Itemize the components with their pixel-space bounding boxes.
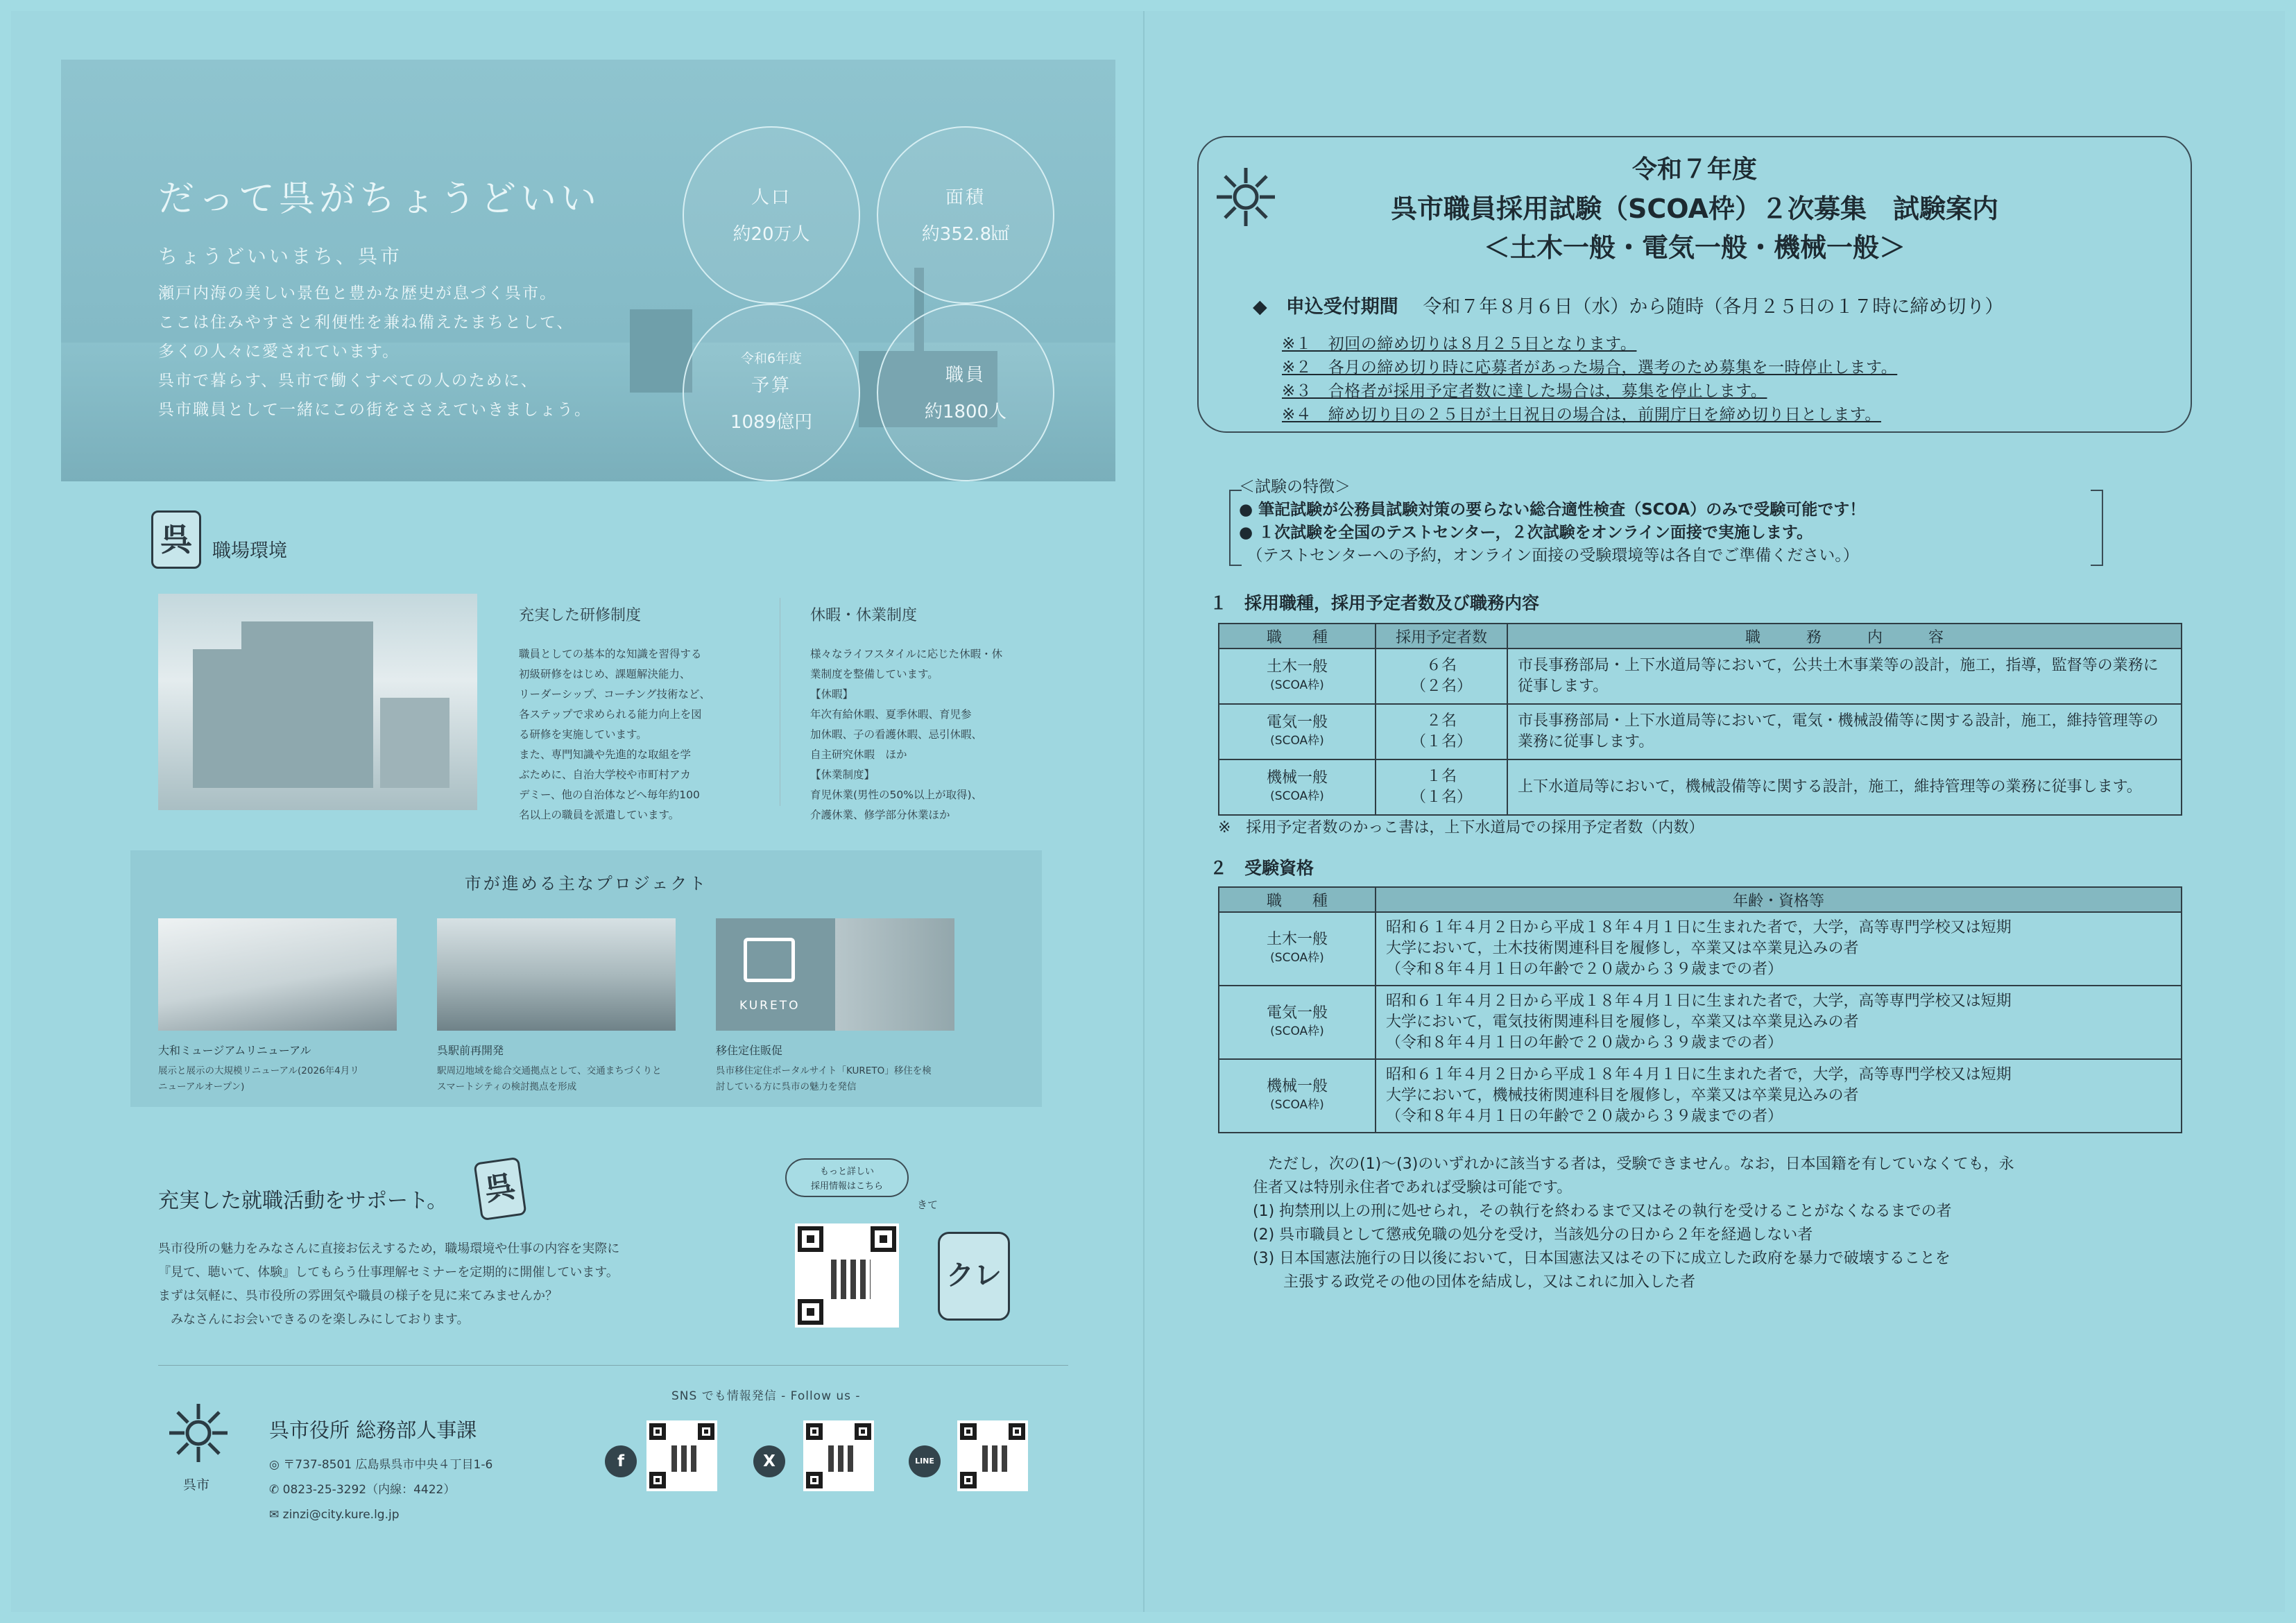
hero-subhead: ちょうどいいまち、呉市 [158, 245, 403, 268]
note-item: ※４ 締め切り日の２５日が土日祝日の場合は，前開庁日を締め切り日とします。 [1282, 406, 1881, 424]
stat-value: 約20万人 [733, 224, 810, 245]
footer-divider [158, 1365, 1068, 1366]
table-header: 年齢・資格等 [1376, 887, 2182, 912]
job-type: 土木一般 [1266, 931, 1328, 948]
feature-item: （テストセンターへの予約，オンライン面接の受験環境等は各自でご準備ください。） [1239, 547, 1859, 565]
table-header: 職 務 内 容 [1507, 624, 2182, 649]
leave-line: 自主研究休暇 ほか [810, 748, 907, 761]
job-type-cell [1219, 704, 1376, 759]
x-qr-code[interactable] [803, 1420, 874, 1491]
support-body [158, 1237, 748, 1332]
mascot-icon: 呉 [473, 1157, 526, 1221]
count-sub: （２名） [1410, 678, 1472, 695]
phone-icon: ✆ [269, 1483, 283, 1497]
exam-title: 呉市職員採用試験（SCOA枠）２次募集 試験案内 [1391, 194, 1998, 224]
contact-info [269, 1452, 492, 1527]
section1-title: １ 採用職種，採用予定者数及び職務内容 [1210, 593, 1540, 613]
training-line: デミー、他の自治体などへ毎年約100 [519, 789, 700, 801]
application-notes [1282, 333, 1897, 427]
table-header: 職 種 [1219, 624, 1376, 649]
table-row [1219, 649, 2182, 704]
application-label: ◆ 申込受付期間 [1253, 296, 1398, 318]
stat-area [877, 126, 1054, 304]
qr-caption-bubble [785, 1158, 909, 1197]
stat-badge: 令和6年度 [740, 351, 803, 366]
email [269, 1502, 492, 1527]
phone-text: 0823-25-3292（内線：4422） [282, 1483, 456, 1497]
count-cell [1376, 649, 1507, 704]
qr-caption: もっと詳しい [819, 1167, 874, 1177]
qualification-line: 大学において，機械技術関連科目を履修し，卒業又は卒業見込みの者 [1386, 1087, 1859, 1104]
count-sub: （１名） [1410, 789, 1472, 806]
kureto-logo-text: KURETO [739, 999, 800, 1013]
table-row [1219, 986, 2182, 1059]
leave-line: 【休業制度】 [810, 768, 875, 781]
job-frame: (SCOA枠) [1270, 1098, 1324, 1112]
mail-icon: ✉ [269, 1508, 283, 1522]
job-frame: (SCOA枠) [1270, 734, 1324, 748]
hero-intro-line: 瀬戸内海の美しい景色と豊かな歴史が息づく呉市。 [158, 284, 557, 302]
job-type: 電気一般 [1266, 714, 1328, 731]
training-line: また、専門知識や先進的な取組を学 [519, 748, 692, 761]
table-row [1219, 912, 2182, 986]
project-title: 大和ミュージアムリニューアル [158, 1044, 311, 1057]
location-pin-icon: ◎ [269, 1458, 284, 1472]
project-title: 移住定住販促 [716, 1044, 783, 1057]
project-card [716, 918, 954, 1095]
feature-item: ● １次試験を全国のテストセンター，２次試験をオンライン面接で実施します。 [1239, 524, 1813, 542]
leave-column [810, 603, 1060, 825]
project-desc: 討している方に呉市の魅力を発信 [716, 1081, 857, 1092]
support-line: 『見て、聴いて、体験』してもらう仕事理解セミナーを定期的に開催しています。 [158, 1265, 619, 1280]
hero-intro-line: 多くの人々に愛されています。 [158, 343, 400, 361]
support-line: みなさんにお会いできるのを楽しみにしております。 [158, 1312, 470, 1327]
table-header: 職 種 [1219, 887, 1376, 912]
hero-intro [158, 279, 727, 424]
recruit-qr-code[interactable] [795, 1223, 899, 1328]
features-heading: ＜試験の特徴＞ [1239, 478, 1351, 496]
building-shape [193, 649, 373, 788]
qualification-line: （令和８年４月１日の年齢で２０歳から３９歳までの者） [1386, 961, 1783, 978]
city-name: 呉市 [183, 1477, 210, 1493]
condition-line: 住者又は特別永住者であれば受験は可能です。 [1253, 1179, 1573, 1196]
table-header-row [1219, 887, 2182, 912]
building-top-shape [241, 621, 373, 656]
support-line: 呉市役所の魅力をみなさんに直接お伝えするため，職場環境や仕事の内容を実際に [158, 1242, 620, 1256]
condition-line: ただし，次の(1)～(3)のいずれかに該当する者は，受験できません。なお，日本国籍を有していなくても，永 [1253, 1156, 2014, 1173]
project-desc: 呉市移住定住ポータルサイト「KURETO」移住を検 [716, 1065, 932, 1076]
qualification-table [1218, 886, 2182, 1133]
hero-intro-line: 呉市で暮らす、呉市で働くすべての人のために、 [158, 372, 538, 390]
qualification-line: 大学において，電気技術関連科目を履修し，卒業又は卒業見込みの者 [1386, 1013, 1859, 1031]
stat-label: 予算 [751, 375, 791, 396]
leave-line: 育児休業(男性の50%以上が取得)、 [810, 789, 983, 801]
qualification-line: 昭和６１年４月２日から平成１８年４月１日に生まれた者で，大学，高等専門学校又は短期 [1386, 1066, 2012, 1083]
leave-line: 加休暇、子の看護休暇、忌引休暇、 [810, 728, 983, 741]
right-page [1197, 117, 2196, 1365]
stat-label: 面積 [945, 187, 986, 208]
stat-value: 1089億円 [730, 412, 813, 433]
job-frame: (SCOA枠) [1270, 1024, 1324, 1038]
job-type: 機械一般 [1266, 1078, 1328, 1095]
training-line: リーダーシップ、コーチング技術など、 [519, 688, 711, 701]
condition-line: (3) 日本国憲法施行の日以後において，日本国憲法又はその下に成立した政府を暴力で破壊することを [1253, 1250, 1951, 1267]
count: ６名 [1425, 657, 1457, 674]
exam-year: 令和７年度 [1631, 155, 1757, 184]
exam-features [1239, 476, 2099, 567]
condition-line: (1) 拘禁刑以上の刑に処せられ，その執行を終わるまで又はその執行を受けることがなくなるまでの者 [1253, 1203, 1952, 1220]
address [269, 1452, 492, 1477]
left-page [61, 60, 1115, 1562]
kureto-logo-icon [744, 938, 795, 982]
training-column [519, 603, 755, 825]
project-photo-kureto [716, 918, 954, 1031]
projects-heading: 市が進める主なプロジェクト [464, 874, 708, 893]
stat-value: 約1800人 [924, 402, 1007, 422]
training-line: 各ステップで求められる能力向上を図 [519, 708, 702, 721]
job-frame: (SCOA枠) [1270, 678, 1324, 692]
projects-panel [130, 850, 1042, 1107]
project-photo-museum [158, 918, 397, 1031]
facebook-icon[interactable]: f [605, 1445, 637, 1477]
job-frame: (SCOA枠) [1270, 951, 1324, 965]
project-title: 呉駅前再開発 [437, 1044, 504, 1057]
hero-headline: だって呉がちょうどいい [158, 178, 601, 220]
project-desc: スマートシティの検討拠点を形成 [437, 1081, 577, 1092]
hero-banner [61, 60, 1115, 481]
address-text: 〒737-8501 広島県呉市中央４丁目1-6 [283, 1458, 493, 1472]
qualification-line: （令和８年４月１日の年齢で２０歳から３９歳までの者） [1386, 1108, 1783, 1125]
line-icon[interactable]: LINE [909, 1445, 941, 1477]
qualification-line: 昭和６１年４月２日から平成１８年４月１日に生まれた者で，大学，高等専門学校又は短期 [1386, 993, 2012, 1010]
mascot-call: きて [917, 1199, 939, 1211]
job-type-cell [1219, 1059, 1376, 1133]
table-row [1219, 759, 2182, 815]
count-cell [1376, 759, 1507, 815]
exam-header-box [1197, 136, 2192, 433]
condition-line: 主張する政党その他の団体を結成し，又はこれに加入した者 [1253, 1273, 1696, 1291]
x-icon[interactable]: X [753, 1445, 785, 1477]
hero-intro-line: 呉市職員として一緒にこの街をささえていきましょう。 [158, 401, 592, 419]
project-desc: 駅周辺地域を総合交通拠点として、交通まちづくりと [437, 1065, 662, 1076]
support-line: まずは気軽に、呉市役所の雰囲気や職員の様子を見に来てみませんか？ [158, 1289, 558, 1303]
disqualification-conditions [1253, 1153, 2154, 1294]
facebook-qr-code[interactable] [646, 1420, 717, 1491]
table-footnote: ※ 採用予定者数のかっこ書は，上下水道局での採用予定者数（内数） [1218, 819, 1704, 836]
note-item: ※２ 各月の締め切り時に応募者があった場合，選考のため募集を一時停止します。 [1282, 359, 1898, 377]
exam-subtitle: ＜土木一般・電気一般・機械一般＞ [1483, 232, 1905, 263]
duty-cell: 上下水道局等において，機械設備等に関する設計，施工，維持管理等の業務に従事します。 [1507, 759, 2182, 815]
application-period [1253, 291, 2003, 318]
qualification-line: 大学において，土木技術関連科目を履修し，卒業又は卒業見込みの者 [1386, 940, 1859, 957]
kure-mascot-icon: クレ [938, 1232, 1010, 1321]
stat-population [683, 126, 860, 304]
stat-value: 約352.8㎢ [921, 224, 1010, 245]
leave-line: 業制度を整備しています。 [810, 668, 939, 680]
training-line: 初級研修をはじめ、課題解決能力、 [519, 668, 691, 680]
note-item: ※３ 合格者が採用予定者数に達した場合は，募集を停止します。 [1282, 382, 1767, 400]
qr-caption: 採用情報はこちら [810, 1181, 883, 1192]
job-type: 土木一般 [1266, 658, 1328, 676]
workplace-title: 職場環境 [212, 540, 287, 562]
leave-line: 介護休業、修学部分休業ほか [810, 809, 950, 821]
training-line: 名以上の職員を派遣しています。 [519, 809, 680, 821]
training-line: 職員としての基本的な知識を習得する [519, 648, 702, 660]
job-type-cell [1219, 912, 1376, 986]
table-header-row [1219, 624, 2182, 649]
email-text[interactable]: zinzi@city.kure.lg.jp [282, 1508, 400, 1522]
sns-label: SNS でも情報発信 - Follow us - [671, 1389, 861, 1403]
stat-label: 人口 [751, 187, 791, 208]
city-emblem-icon [165, 1400, 232, 1466]
job-type-cell [1219, 649, 1376, 704]
training-line: る研修を実施しています。 [519, 728, 647, 741]
mascot-icon: 呉 [151, 510, 201, 569]
qualification-line: （令和８年４月１日の年齢で２０歳から３９歳までの者） [1386, 1034, 1783, 1051]
job-type-cell [1219, 759, 1376, 815]
qualification-line: 昭和６１年４月２日から平成１８年４月１日に生まれた者で，大学，高等専門学校又は短期 [1386, 919, 2012, 936]
building-wing-shape [380, 698, 449, 788]
duty-cell: 市長事務部局・上下水道局等において，電気・機械設備等に関する設計，施工，維持管理等の業務に従事します。 [1507, 704, 2182, 759]
page-fold [1143, 11, 1145, 1612]
training-heading: 充実した研修制度 [519, 607, 642, 624]
feature-item: ● 筆記試験が公務員試験対策の要らない総合適性検査（SCOA）のみで受験可能です！ [1239, 501, 1866, 519]
qualification-cell [1376, 912, 2182, 986]
job-type: 電気一般 [1266, 1004, 1328, 1022]
training-line: ぶために、自治大学校や市町村アカ [519, 768, 691, 781]
stat-label: 職員 [945, 365, 986, 386]
leave-heading: 休暇・休業制度 [810, 607, 918, 624]
table-row [1219, 704, 2182, 759]
leave-line: 様々なライフスタイルに応じた休暇・休 [810, 648, 1003, 660]
count: １名 [1425, 768, 1457, 785]
support-title: 充実した就職活動をサポート。 [158, 1189, 448, 1213]
count: ２名 [1425, 712, 1457, 730]
duty-cell: 市長事務部局・上下水道局等において，公共土木事業等の設計，施工，指導，監督等の業務に従事します。 [1507, 649, 2182, 704]
qualification-cell [1376, 1059, 2182, 1133]
section2-title: ２ 受験資格 [1210, 858, 1314, 878]
note-item: ※１ 初回の締め切りは８月２５日となります。 [1282, 335, 1637, 353]
phone [269, 1477, 492, 1502]
hero-intro-line: ここは住みやすさと利便性を兼ね備えたまちとして、 [158, 314, 574, 332]
project-desc: ニューアルオープン) [158, 1081, 245, 1092]
table-row [1219, 1059, 2182, 1133]
qualification-cell [1376, 986, 2182, 1059]
project-photo-station [437, 918, 676, 1031]
job-frame: (SCOA枠) [1270, 789, 1324, 803]
project-desc: 展示と展示の大規模リニューアル(2026年4月リ [158, 1065, 359, 1076]
count-sub: （１名） [1410, 733, 1472, 750]
leave-line: 【休暇】 [810, 688, 854, 701]
table-header: 採用予定者数 [1376, 624, 1507, 649]
project-card [158, 918, 397, 1095]
project-card [437, 918, 676, 1095]
stat-staff [877, 304, 1054, 481]
condition-line: (2) 呉市職員として懲戒免職の処分を受け，当該処分の日から２年を経過しない者 [1253, 1226, 1813, 1244]
positions-table [1218, 623, 2182, 816]
line-qr-code[interactable] [957, 1420, 1028, 1491]
leave-line: 年次有給休暇、夏季休暇、育児参 [810, 708, 972, 721]
application-text: 令和７年８月６日（水）から随時（各月２５日の１７時に締め切り） [1423, 296, 2004, 318]
stat-budget [683, 304, 860, 481]
job-type: 機械一般 [1266, 769, 1328, 787]
count-cell [1376, 704, 1507, 759]
city-hall-photo [158, 594, 477, 810]
department-name: 呉市役所 総務部人事課 [269, 1418, 477, 1442]
job-type-cell [1219, 986, 1376, 1059]
